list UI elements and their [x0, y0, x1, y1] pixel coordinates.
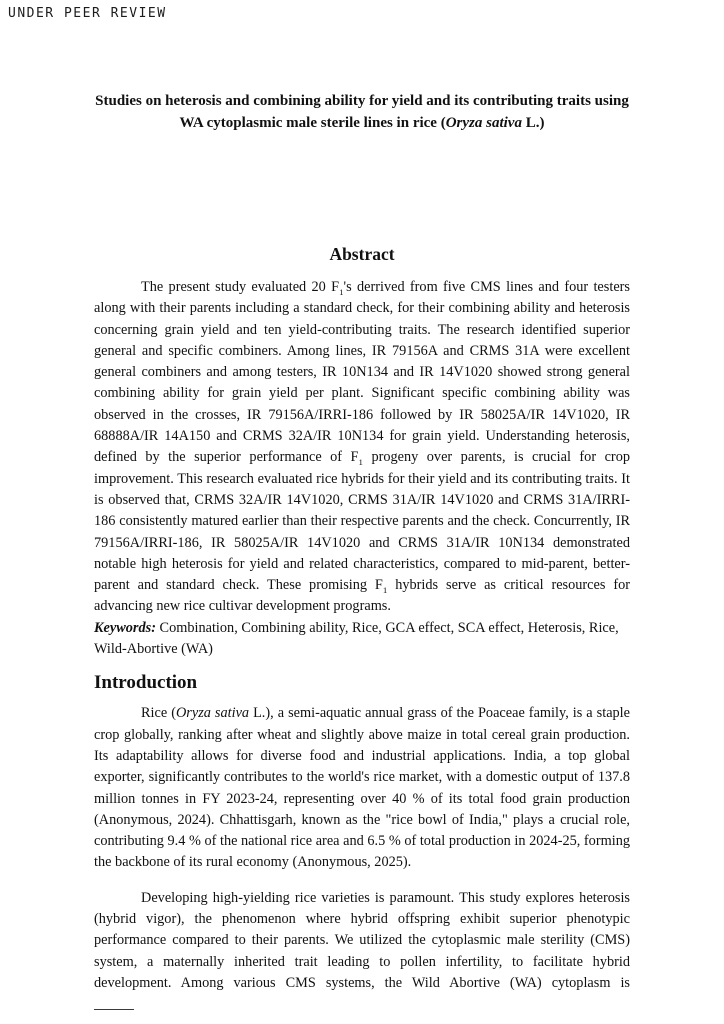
intro-paragraph-1: Rice (Oryza sativa L.), a semi-aquatic annual grass of the Poaceae family, is a staple crop globally, ranking after wheat and slightly above maize in total cereal grain production. Its adaptability allows for diverse food and industrial applications. India, a top global exporter, significantly contributes to the world's rice market, with a domestic output of 137.8 million tonnes in FY 2023-24, representing over 40 % of its total food grain production (Anonymous, 2024). Chhattisgarh, known as the "rice bowl of India," plays a crucial role, contributing 9.4 % of the national rice area and 6.5 % of total production in 2024-25, forming the backbone of its rural economy (Anonymous, 2025).: [94, 705, 631, 871]
abstract-heading: Abstract: [329, 244, 395, 264]
footnote-rule: [94, 1009, 134, 1010]
keywords-line: Keywords: Combination, Combining ability, Rice, GCA effect, SCA effect, Heterosis, Rice, Wild-Abortive (WA): [94, 619, 619, 658]
peer-review-banner: UNDER PEER REVIEW: [8, 6, 167, 21]
paper-title: Studies on heterosis and combining ability for yield and its contributing traits using WA cytoplasmic male sterile lines in rice (Oryza sativa L.): [95, 93, 629, 131]
introduction-heading: Introduction: [94, 672, 198, 694]
intro-paragraph-2: Developing high-yielding rice varieties is paramount. This study explores heterosis (hybrid vigor), the phenomenon where hybrid offspring exhibit superior phenotypic performance compared to their parents. We utilized the cytoplasmic male sterility (CMS) system, a maternally inherited trait leading to pollen infertility, to facilitate hybrid development. Among various CMS systems, the Wild Abortive (WA) cytoplasm is: [94, 889, 630, 991]
abstract-paragraph: The present study evaluated 20 $F_1's$ derrived from five CMS lines and four testers along with their parents including a standard check, for their combining ability and heterosis concerning grain yield and ten yield-contributing traits. The research identified superior general and specific combiners. Among lines, IR 79156A and CRMS 31A were excellent general combiners and among testers, IR 10N134 and IR 14V1020 showed strong general combining ability for grain yield per plant. Significant specific combining ability was observed in the crosses, IR 79156A/IRRI-186 followed by IR 58025A/IR 14V1020, IR 68888A/IR 14A150 and CRMS 32A/IR 10N134 for grain yield. Understanding heterosis, defined by the superior performance of $F_1$ progeny over parents, is crucial for crop improvement. This research evaluated rice hybrids for their yield and its contributing traits. It is observed that, CRMS 32A/IR 14V1020, CRMS 31A/IR 14V1020 and CRMS 31A/IRRI-186 consistently matured earlier than their respective parents and the check. Concurrently, IR 79156A/IRRI-186, IR 58025A/IR 14V1020 and CRMS 31A/IR 10N134 demonstrated notable high heterosis for yield and related characteristics, compared to mid-parent, better-parent and standard check. These promising $F_1$ hybrids serve as critical resources for advancing new rice cultivar development programs.: [94, 279, 630, 615]
